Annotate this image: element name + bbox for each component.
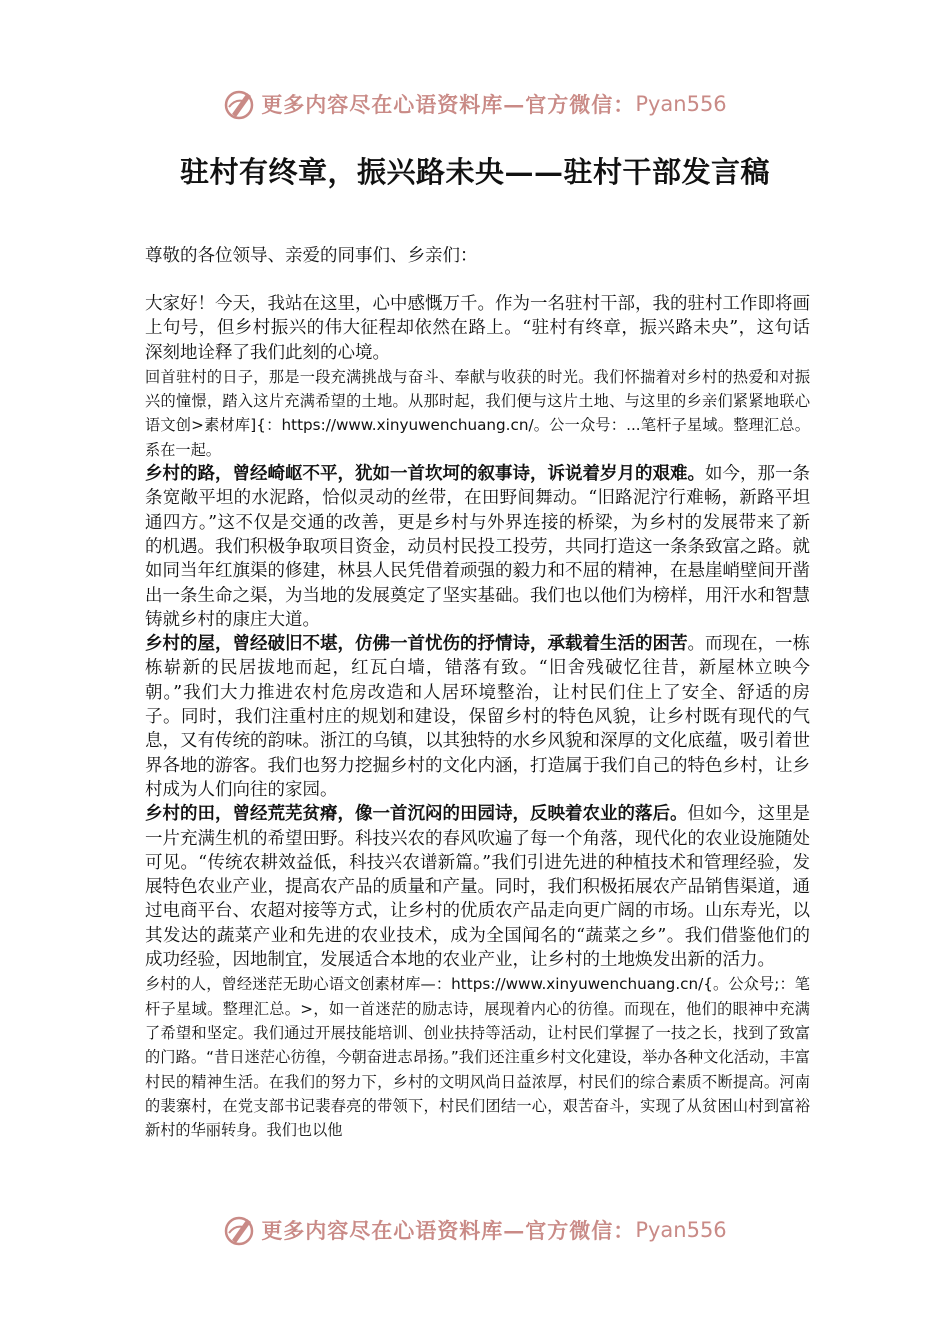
banner-wechat-id: Pyan556 — [635, 92, 727, 116]
page-title: 驻村有终章，振兴路未央——驻村干部发言稿 — [179, 155, 770, 189]
greeting-block — [145, 244, 810, 268]
paragraph-opening: 大家好！今天，我站在这里，心中感慨万千。作为一名驻村干部，我的驻村工作即将画上句号，但乡村振兴的伟大征程却依然在路上。“驻村有终章，振兴路未央”，这句话深刻地诠释了我们此刻的心境。 — [145, 294, 810, 363]
paragraph-fields-body: 但如今，这里是一片充满生机的希望田野。科技兴农的春风吹遍了每一个角落，现代化的农业设施随处可见。“传统农耕效益低，科技兴农谱新篇。”我们引进先进的种植技术和管理经验，发展特色农业产业，提高农产品的质量和产量。同时，我们积极拓展农产品销售渠道，通过电商平台、农超对接等方式，让乡村的优质农产品走向更广阔的市场。山东寿光，以其发达的蔬菜产业和先进的农业技术，成为全国闻名的“蔬菜之乡”。我们借鉴他们的成功经验，因地制宜，发展适合本地的农业产业，让乡村的土地焕发出新的活力。 — [145, 804, 810, 971]
paragraph-fields-lead: 乡村的田，曾经荒芜贫瘠，像一首沉闷的田园诗，反映着农业的落后。 — [145, 804, 688, 825]
paragraph-roads-lead: 乡村的路，曾经崎岖不平，犹如一首坎坷的叙事诗，诉说着岁月的艰难。 — [145, 464, 705, 485]
greeting: 尊敬的各位领导、亲爱的同事们、乡亲们： — [145, 246, 478, 266]
banner-wechat-id: Pyan556 — [635, 1218, 727, 1242]
paragraph-roads-body: 如今，那一条条宽敞平坦的水泥路，恰似灵动的丝带，在田野间舞动。“旧路泥泞行难畅，新路平坦通四方。”这不仅是交通的改善，更是乡村与外界连接的桥梁，为乡村的发展带来了新的机遇。我们积极争取项目资金，动员村民投工投劳，共同打造这一条条致富之路。就如同当年红旗渠的修建，林县人民凭借着顽强的毅力和不屈的精神，在悬崖峭壁间开凿出一条生命之渠，为当地的发展奠定了坚实基础。我们也以他们为榜样，用汗水和智慧铸就乡村的康庄大道。 — [145, 464, 810, 630]
paragraph-review: 回首驻村的日子，那是一段充满挑战与奋斗、奉献与收获的时光。我们怀揣着对乡村的热爱和对振兴的憧憬，踏入这片充满希望的土地。从那时起，我们便与这片土地、与这里的乡亲们紧紧地联心语文创>素材库]{：https://www.xinyuwenchuang.cn/。公一众号：...笔杆子星域。整理汇总。系在一起。 — [145, 367, 810, 459]
pen-logo-icon — [223, 87, 257, 121]
paragraph-houses-body: 。而现在，一栋栋崭新的民居拔地而起，红瓦白墙，错落有致。“旧舍残破忆往昔，新屋林立映今朝。”我们大力推进农村危房改造和人居环境整治，让村民们住上了安全、舒适的房子。同时，我们注重村庄的规划和建设，保留乡村的特色风貌，让乡村既有现代的气息，又有传统的韵味。浙江的乌镇，以其独特的水乡风貌和深厚的文化底蕴，吸引着世界各地的游客。我们也努力挖掘乡村的文化内涵，打造属于我们自己的特色乡村，让乡村成为人们向往的家园。 — [145, 634, 810, 800]
paragraph-houses-lead: 乡村的屋，曾经破旧不堪，仿佛一首忧伤的抒情诗，承载着生活的困苦 — [145, 634, 688, 655]
body-text — [145, 292, 810, 1142]
pen-logo-icon — [223, 1213, 257, 1247]
footer-banner — [0, 1210, 950, 1250]
paragraph-fields — [145, 802, 810, 972]
paragraph-roads — [145, 462, 810, 632]
paragraph-people: 乡村的人，曾经迷茫无助心语文创素材库—：https://www.xinyuwenchuang.cn/{。公众号;：笔杆子星域。整理汇总。>，如一首迷茫的励志诗，展现着内心的彷徨。而现在，他们的眼神中充满了希望和坚定。我们通过开展技能培训、创业扶持等活动，让村民们掌握了一技之长，找到了致富的门路。“昔日迷茫心彷徨，今朝奋进志昂扬。”我们还注重乡村文化建设，举办各种文化活动，丰富村民的精神生活。在我们的努力下，乡村的文明风尚日益浓厚，村民们的综合素质不断提高。河南的裴寨村，在党支部书记裴春亮的带领下，村民们团结一心，艰苦奋斗，实现了从贫困山村到富裕新村的华丽转身。我们也以他 — [145, 975, 810, 1140]
banner-text: 更多内容尽在心语资料库—官方微信： — [261, 92, 636, 117]
header-banner — [0, 84, 950, 124]
paragraph-houses — [145, 632, 810, 802]
banner-text: 更多内容尽在心语资料库—官方微信： — [261, 1218, 636, 1243]
